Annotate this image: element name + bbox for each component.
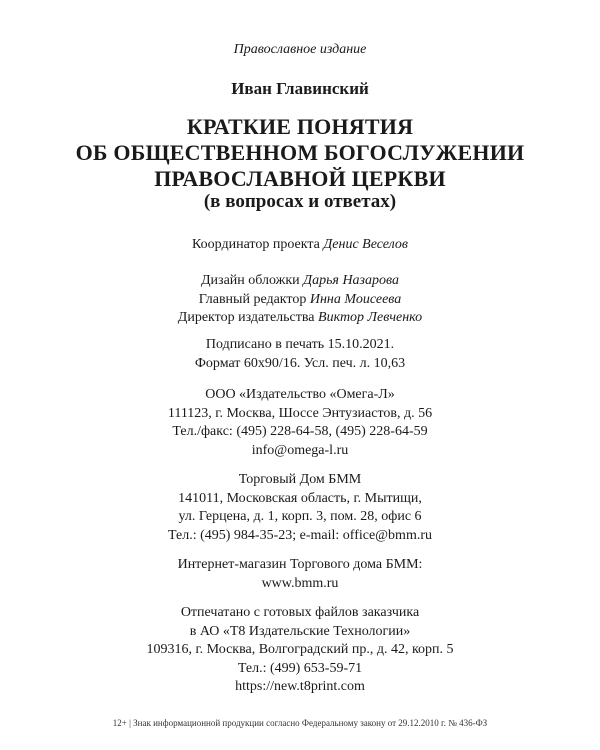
printer-phone: Тел.: (499) 653-59-71 (237, 660, 363, 676)
credit-name: Инна Моисеева (309, 291, 402, 307)
title-line: ПРАВОСЛАВНОЙ ЦЕРКВИ (154, 166, 446, 191)
trading-house-name: Торговый Дом БММ (238, 472, 362, 487)
title-line: ОБ ОБЩЕСТВЕННОМ БОГОСЛУЖЕНИИ (75, 140, 525, 165)
book-subtitle: (в вопросах и ответах) (203, 191, 397, 212)
publisher-name: ООО «Издательство «Омега-Л» (205, 387, 395, 402)
coordinator-credit (0, 236, 600, 255)
age-rating-footer: 12+ | Знак информационной продукции согласно Федеральному закону от 29.12.2010 г. № 436-ФЗ (112, 718, 488, 728)
credit-role: Дизайн обложки (201, 273, 300, 288)
printer-line-2: в АО «Т8 Издательские Технологии» (189, 623, 411, 639)
book-title (0, 114, 600, 192)
credit-name: Денис Веселов (323, 237, 408, 252)
trading-house-block (0, 471, 600, 545)
credit-name: Виктор Левченко (318, 310, 423, 325)
trading-house-address-2: ул. Герцена, д. 1, корп. 3, пом. 28, офис 6 (178, 509, 422, 524)
shop-label: Интернет-магазин Торгового дома БММ: (177, 557, 423, 572)
title-line: КРАТКИЕ ПОНЯТИЯ (186, 114, 414, 139)
director-credit (0, 309, 600, 328)
printer-url: https://new.t8print.com (235, 679, 365, 694)
credit-role: Главный редактор (198, 291, 307, 307)
format-info: Формат 60х90/16. Усл. печ. л. 10,63 (194, 355, 406, 371)
publisher-block (0, 386, 600, 460)
credit-name: Дарья Назарова (303, 273, 399, 288)
signed-date: Подписано в печать 15.10.2021. (205, 337, 395, 352)
publisher-label: Православное издание (233, 42, 367, 57)
publisher-address: 111123, г. Москва, Шоссе Энтузиастов, д. 56 (167, 405, 433, 421)
printer-block (0, 604, 600, 697)
shop-block (0, 556, 600, 593)
trading-house-address-1: 141011, Московская область, г. Мытищи, (178, 490, 422, 506)
print-info (0, 336, 600, 373)
printer-line-1: Отпечатано с готовых файлов заказчика (180, 605, 420, 620)
cover-design-credit (0, 272, 600, 291)
publisher-email: info@omega-l.ru (251, 442, 349, 458)
staff-credits (0, 272, 600, 328)
publisher-phone: Тел./факс: (495) 228-64-58, (495) 228-64-59 (172, 424, 428, 439)
shop-url: www.bmm.ru (261, 575, 339, 591)
author-name: Иван Главинский (231, 79, 369, 98)
trading-house-contacts: Тел.: (495) 984-35-23; e-mail: office@bmm.ru (167, 527, 433, 543)
printer-address: 109316, г. Москва, Волгоградский пр., д. 42, корп. 5 (146, 642, 454, 657)
credit-role: Координатор проекта (192, 237, 320, 252)
editor-credit (0, 291, 600, 310)
credit-role: Директор издательства (177, 310, 315, 325)
